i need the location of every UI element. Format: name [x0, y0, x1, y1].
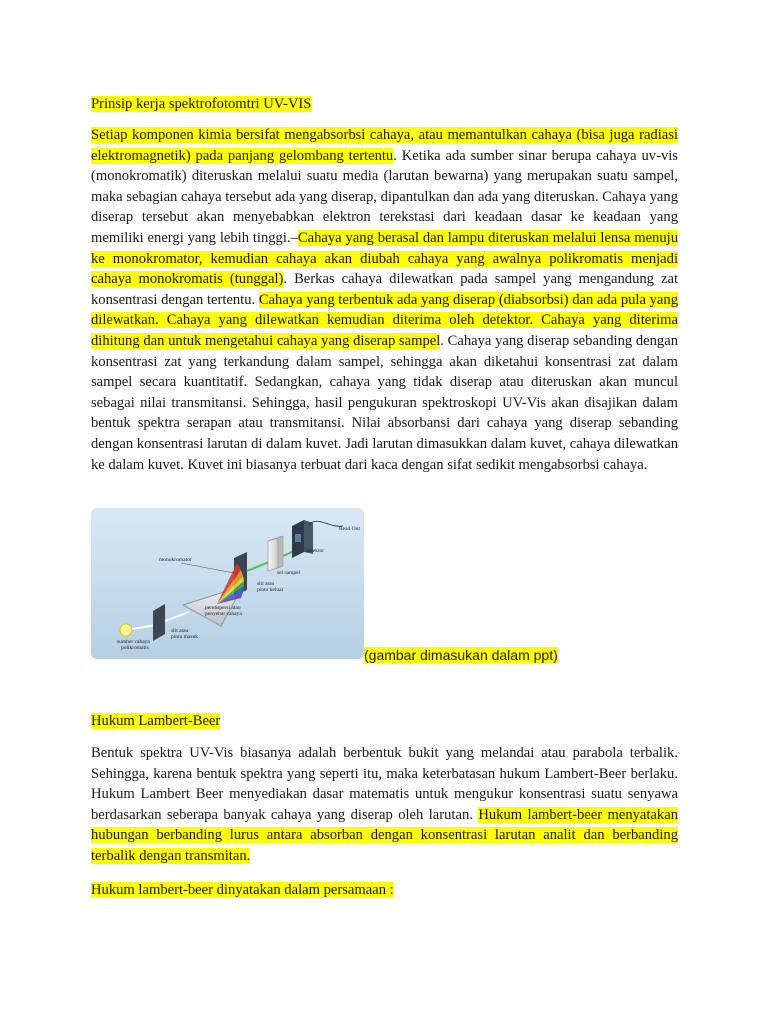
paragraph-lambert-beer — [91, 743, 678, 867]
entrance-slit-icon — [153, 604, 165, 641]
highlight-2: Cahaya yang berasal dan lampu diteruskan melalui lensa menuju ke monokromator, kemudian cahaya akan diubah cahaya yang awalnya polikromatis menjadi cahaya monokromatis (tunggal) — [91, 229, 678, 288]
text-4: Bentuk spektra UV-Vis biasanya adalah berbentuk bukit yang melandai atau parabola terbalik. Sehingga, karena bentuk spektra yang seperti itu, maka keterbatasan hukum Lambert-Beer berlaku. Hukum Lambert Beer menyediakan dasar matematis untuk mengukur konsentrasi suatu senyawa berdasarkan seberapa banyak cahaya yang diserap oleh larutan. — [91, 745, 678, 823]
label-slit-masuk-1: slit atau — [171, 628, 189, 634]
highlight-1: Setiap komponen kimia bersifat mengabsorbsi cahaya, atau memantulkan cahaya (bisa juga radiasi elektromagnetik) pada panjang gelombang tertentu — [91, 127, 678, 164]
text-2: . Berkas cahaya dilewatkan pada sampel yang mengandung zat konsentrasi dengan tertentu. — [91, 271, 679, 308]
label-monokromator: monokromator — [159, 557, 192, 563]
label-slit-masuk-2: pintu masuk — [171, 634, 199, 640]
label-sumber-2: polikromatis — [121, 645, 149, 651]
label-sumber-1: sumber cahaya — [117, 639, 150, 645]
figure-caption — [364, 645, 558, 665]
highlight-4: Hukum lambert-beer menyatakan hubungan berbanding lurus antara absorban dengan konsentrasi larutan analit dan berbanding terbalik dengan transmitan. — [91, 806, 678, 864]
section-title-prinsip — [91, 94, 311, 114]
spectrophotometer-diagram — [91, 508, 364, 659]
label-prisma-1: pendispersi atau — [205, 605, 241, 611]
highlight-3: Cahaya yang terbentuk ada yang diserap (diabsorbsi) dan ada pula yang dilewatkan. Cahaya yang dilewatkan kemudian diterima oleh detektor. Cahaya yang diterima dihitung dan untuk mengetahui cahaya yang diserap sampel — [91, 291, 678, 349]
label-sel-sampel: sel sampel — [277, 570, 301, 576]
equation-intro — [91, 880, 394, 900]
label-slit-keluar-1: slit atau — [257, 581, 275, 587]
label-read-out: Read Out — [339, 526, 360, 532]
text-3: . Cahaya yang diserap sebanding dengan konsentrasi zat yang terkandung dalam sampel, sehingga akan diketahui konsentrasi zat dalam sampel secara kuantitatif. Sedangkan, cahaya yang tidak diserap atau diteruskan akan muncul sebagai nilai transmitansi. Sehingga, hasil pengukuran spektroskopi UV-Vis akan disajikan dalam bentuk spektra serapan atau transmitansi. Nilai absorbansi dari cahaya yang diserap sebanding dengan konsentrasi larutan di dalam kuvet. Jadi larutan dimasukkan dalam kuvet, cahaya dilewatkan ke dalam kuvet. Kuvet ini biasanya terbuat dari kaca dengan sifat sedikit mengabsorbsi cahaya. — [91, 332, 678, 473]
figure-caption-text: (gambar dimasukan dalam ppt) — [364, 647, 558, 663]
section-title-text: Prinsip kerja spektrofotomtri UV-VIS — [91, 96, 312, 112]
label-prisma-2: penyebar cahaya — [205, 611, 242, 617]
light-source-icon — [120, 624, 132, 636]
label-slit-keluar-2: pintu keluar — [257, 587, 284, 593]
paragraph-prinsip — [91, 125, 678, 475]
equation-intro-text: Hukum lambert-beer dinyatakan dalam persamaan : — [91, 882, 394, 898]
section-title-lambert-beer — [91, 711, 220, 731]
section-title-text: Hukum Lambert-Beer — [91, 713, 221, 729]
sample-cell-icon — [268, 538, 278, 571]
label-detektor: detektor — [306, 548, 325, 554]
text-1: . Ketika ada sumber sinar berupa cahaya uv-vis (monokromatik) diteruskan melalui suatu media (larutan bewarna) yang merupakan suatu sampel, maka sebagian cahaya tersebut ada yang diserap, dipantulkan dan ada yang diteruskan. Cahaya yang diserap tersebut akan menyebabkan elektron terekstasi dari keadaan dasar ke keadaan yang memiliki energi yang lebih tinggi.– — [91, 147, 678, 246]
